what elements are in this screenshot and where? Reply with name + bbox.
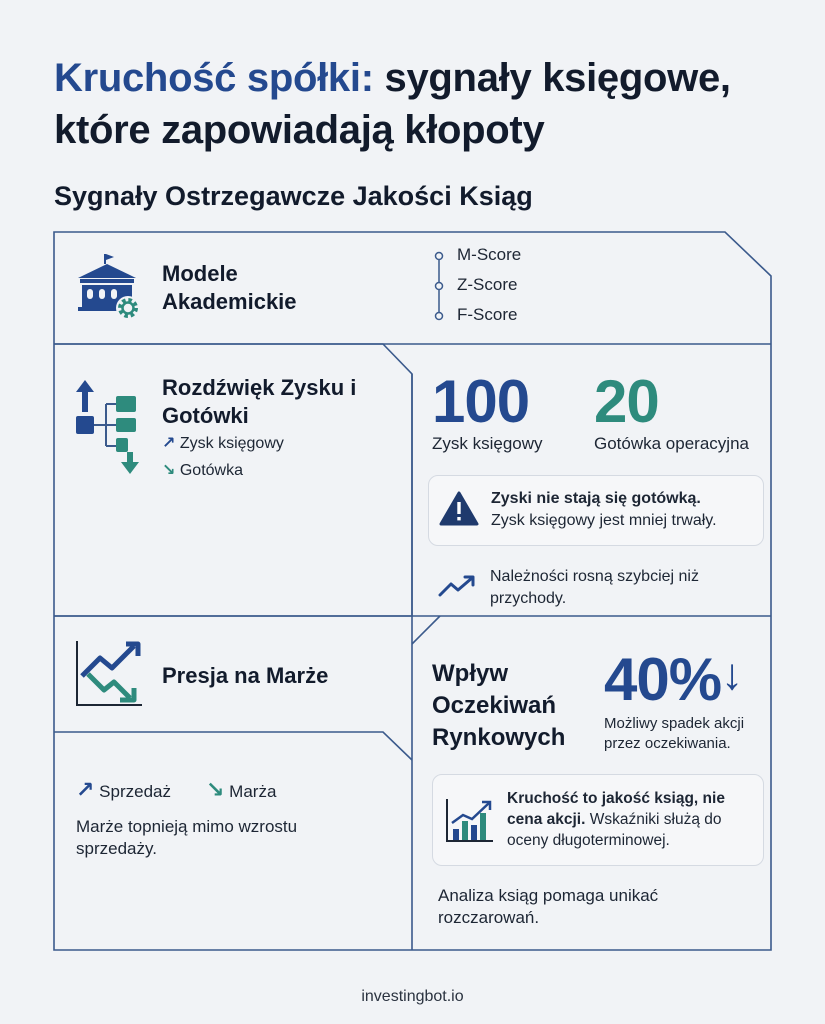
profit-value: 100	[432, 368, 530, 435]
margin-heading: Presja na Marże	[162, 663, 329, 688]
models-timeline	[432, 248, 446, 324]
arrow-down-icon: ↘	[162, 462, 176, 479]
info-bold: Kruchość to jakość ksiąg, nie cena akcji.	[507, 790, 725, 828]
title-accent: Kruchość spółki:	[54, 56, 374, 100]
sales-arrow-icon: ↗	[76, 777, 95, 802]
model-z-score: Z-Score	[457, 275, 518, 294]
arrow-up-icon: ↗	[162, 435, 176, 452]
market-heading: Wpływ Oczekiwań Rynkowych	[432, 660, 566, 751]
sales-item	[76, 779, 171, 803]
warning-callout	[428, 475, 764, 546]
cash-label: Gotówka operacyjna	[594, 434, 749, 453]
margin-item	[206, 779, 276, 803]
gap-heading: Rozdźwięk Zysku i Gotówki	[162, 375, 357, 428]
receivables-note: Należności rosną szybciej niż przychody.	[490, 568, 699, 607]
cash-value: 20	[594, 368, 659, 435]
academic-heading: Modele Akademickie	[162, 261, 297, 314]
bar-chart-icon	[445, 797, 495, 843]
market-value-number: 40%	[604, 646, 722, 713]
model-f-score: F-Score	[457, 305, 518, 324]
info-text: Wskaźniki służą do oceny długoterminowej.	[507, 811, 722, 849]
margin-label: Marża	[229, 782, 277, 801]
warning-text: Zysk księgowy jest mniej trwały.	[491, 512, 717, 529]
market-caption: Możliwy spadek akcji przez oczekiwania.	[604, 715, 745, 752]
sales-label: Sprzedaż	[99, 782, 171, 801]
info-callout	[432, 774, 764, 866]
title-rest: sygnały księgowe, które zapowiadają kłopoty	[54, 56, 731, 152]
warning-bold: Zyski nie stają się gotówką.	[491, 490, 701, 507]
margin-note: Marże topnieją mimo wzrostu sprzedaży.	[76, 817, 298, 858]
trend-up-icon	[438, 574, 478, 598]
info-text-block	[507, 788, 759, 851]
analysis-note: Analiza ksiąg pomaga unikać rozczarowań.	[438, 886, 659, 927]
trend-lines-chart-icon	[74, 638, 144, 708]
down-arrow-icon: ↓	[721, 650, 744, 699]
section-subtitle: Sygnały Ostrzegawcze Jakości Ksiąg	[54, 181, 533, 211]
margin-arrow-icon: ↘	[206, 777, 225, 802]
gap-item-cash-label: Gotówka	[179, 462, 243, 479]
university-gear-icon	[74, 252, 144, 322]
warning-text-block	[491, 488, 761, 532]
gap-item-cash	[162, 460, 243, 482]
profit-label: Zysk księgowy	[432, 434, 543, 453]
gap-item-profit-label: Zysk księgowy	[179, 435, 284, 452]
market-value	[604, 646, 744, 713]
warning-icon	[439, 491, 479, 527]
model-m-score: M-Score	[457, 245, 522, 264]
gap-item-profit	[162, 433, 284, 455]
flow-diagram-icon	[74, 378, 146, 476]
footer-site: investingbot.io	[361, 988, 464, 1005]
